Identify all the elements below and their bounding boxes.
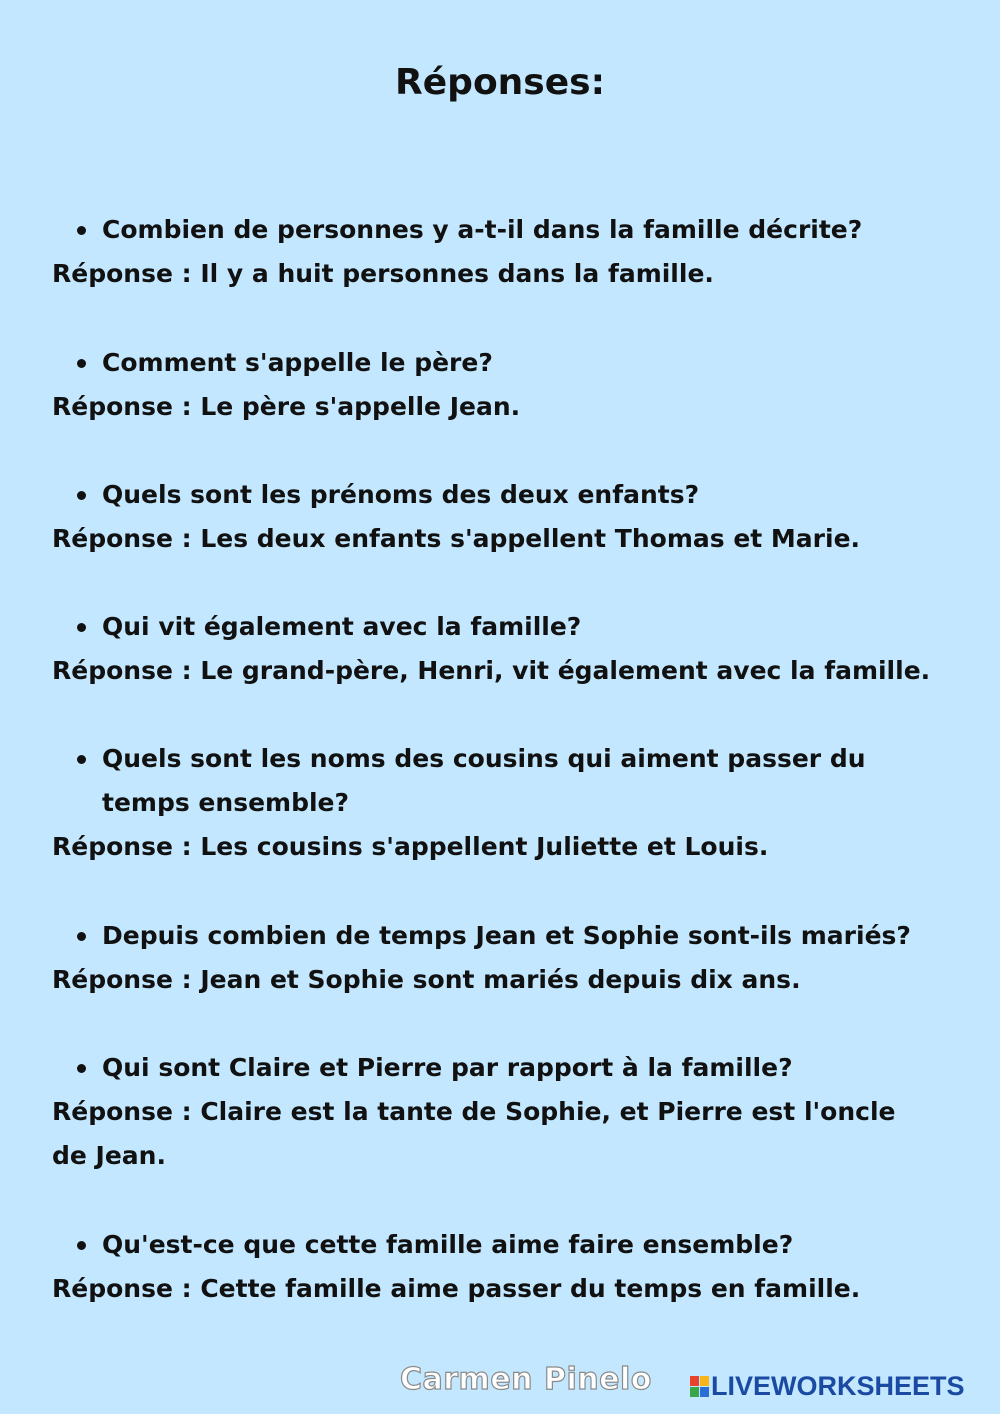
logo-square-red <box>690 1376 699 1386</box>
answer-text: Réponse : Cette famille aime passer du temps en famille. <box>52 1274 861 1303</box>
question-text: Qui vit également avec la famille? <box>52 605 962 649</box>
qa-item <box>52 208 962 296</box>
logo-square-green <box>690 1387 699 1397</box>
brand-footer[interactable] <box>690 1371 965 1402</box>
question-text: Quels sont les prénoms des deux enfants? <box>52 473 962 517</box>
liveworksheets-logo-icon <box>690 1376 709 1397</box>
answer-text: Réponse : Jean et Sophie sont mariés depuis dix ans. <box>52 965 801 994</box>
answer-text: Réponse : Il y a huit personnes dans la famille. <box>52 259 714 288</box>
qa-item <box>52 473 962 561</box>
page-title: Réponses: <box>395 62 605 103</box>
answer-text: Réponse : Les cousins s'appellent Juliette et Louis. <box>52 832 769 861</box>
qa-item <box>52 1223 962 1311</box>
qa-item <box>52 341 962 429</box>
author-watermark: Carmen Pinelo <box>400 1362 652 1397</box>
question-text: Comment s'appelle le père? <box>52 341 962 385</box>
answer-text: Réponse : Claire est la tante de Sophie, et Pierre est l'oncle de Jean. <box>52 1097 896 1170</box>
qa-item <box>52 737 962 869</box>
question-text: Qu'est-ce que cette famille aime faire ensemble? <box>52 1223 962 1267</box>
question-text: Qui sont Claire et Pierre par rapport à la famille? <box>52 1046 962 1090</box>
answer-text: Réponse : Le grand-père, Henri, vit également avec la famille. <box>52 656 931 685</box>
answer-text: Réponse : Les deux enfants s'appellent Thomas et Marie. <box>52 524 861 553</box>
brand-name: LIVEWORKSHEETS <box>711 1371 965 1401</box>
qa-item <box>52 1046 962 1178</box>
logo-square-blue <box>700 1387 709 1397</box>
answer-text: Réponse : Le père s'appelle Jean. <box>52 392 521 421</box>
qa-item <box>52 605 962 693</box>
question-text: Quels sont les noms des cousins qui aiment passer du temps ensemble? <box>52 737 922 825</box>
question-text: Depuis combien de temps Jean et Sophie sont-ils mariés? <box>52 914 962 958</box>
qa-item <box>52 914 962 1002</box>
logo-square-yellow <box>700 1376 709 1386</box>
question-text: Combien de personnes y a-t-il dans la famille décrite? <box>52 208 962 252</box>
